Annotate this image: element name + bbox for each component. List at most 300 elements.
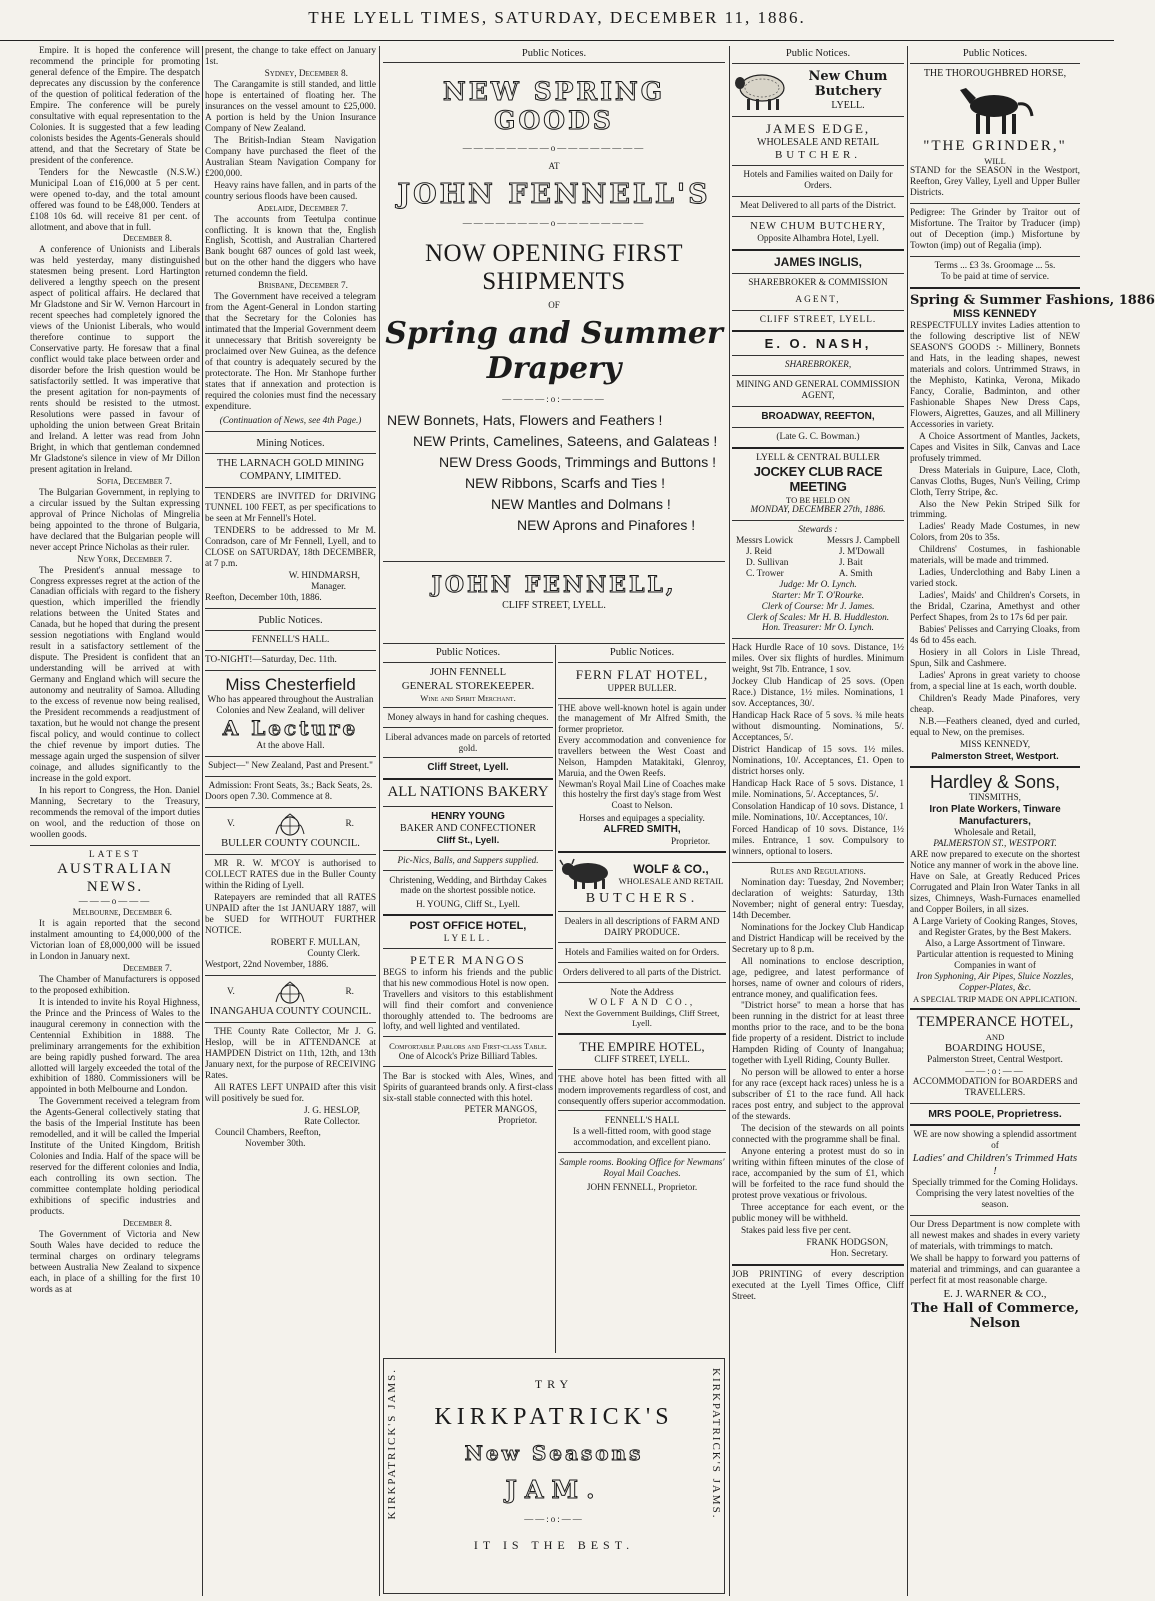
product-line: Also the New Pekin Striped Silk for trimming. — [910, 499, 1080, 521]
product-name: JAM. — [505, 1475, 603, 1504]
ornament: ——:o:—— — [524, 1514, 584, 1524]
divider — [910, 1008, 1080, 1010]
business-type: SHAREBROKER & COMMISSION — [748, 277, 888, 288]
side-banner-right: KIRKPATRICK'S JAMS. — [710, 1368, 722, 1520]
ornament: ——:o:—— — [965, 1066, 1025, 1077]
divider — [205, 776, 376, 777]
royal-coat-of-arms-icon — [273, 980, 307, 1006]
stewards-heading: Stewards : — [798, 524, 838, 535]
public-notices-heading: Public Notices. — [910, 46, 1080, 64]
divider — [205, 650, 376, 651]
news-paragraph: The Government received a telegram from the Agents-General collectively stating that the basis of the Imperial Institute has been remodelled, and it will be called the Imperial Institute of the United Kingdom, British Colonies and India. Half of the space will be reserved for the different colonies and India, each controlling its own section. The committee contemplate holding periodical exhibitions of specific industries and products. — [30, 1097, 200, 1218]
divider — [558, 851, 726, 853]
notice-text: MR R. W. M'COY is authorised to COLLECT RATES due in the Buller County within the Riding of Lyell. — [205, 858, 376, 891]
divider — [205, 431, 376, 432]
divider — [910, 1103, 1080, 1104]
divider — [383, 850, 553, 851]
rules-heading: Rules and Regulations. — [770, 866, 866, 877]
signature-title: Manager. — [311, 581, 346, 592]
event-date: MONDAY, DECEMBER 27th, 1886. — [750, 504, 886, 515]
company-name: THE LARNACH GOLD MINING COMPANY, LIMITED. — [216, 458, 365, 482]
lecture-title: A Lecture — [222, 716, 359, 741]
notice-text: TENDERS to be addressed to Mr M. Conradson, care of Mr Fennell, Lyell, and to CLOSE on SATURDAY, 18th DECEMBER, at 7 p.m. — [205, 525, 376, 569]
ad-text: To be paid at time of service. — [940, 271, 1050, 282]
product-line: Ladies, Underclothing and Baby Linen a varied stock. — [910, 568, 1080, 590]
business-type: MINING AND GENERAL COMMISSION AGENT, — [736, 380, 900, 402]
news-paragraph: The President's annual message to Congress expresses regret at the action of the Canadian officials with regard to the fishery question, which imperilled the friendly relations between the United States and Canada, but he hoped that during the present session negotiations with England would result in a satisfactory settlement of the dispute. The President is confident that an understanding will be arrived at with Germany and England which will secure the autonomy and neutrality of Samoa. Alluding to the excess of revenue now being realised, the President recommends a readjustment of taxation, but he would not change the present fiscal policy, and would continue to collect the chief revenue by import duties. The message again urged the suspension of silver coinage, and alludes significantly to the increase in the gold export. — [30, 565, 200, 784]
hotel-name: BOARDING HOUSE, — [944, 1042, 1046, 1055]
ad-text: A Large Variety of Cooking Ranges, Stoves, and Register Grates, by the Best Makers. Also, a Large Assortment of Tinware. Particular attention is requested to Mining Companies in want of — [912, 917, 1078, 972]
business-subtype: Wine and Spirit Merchant. — [420, 692, 516, 703]
product-line: Dress Materials in Guipure, Lace, Cloth, Canvas Cloths, Buges, Nun's Veiling, Crimp Cloth, Terry Stripe, &c. — [910, 465, 1080, 498]
rule-text: Anyone entering a protest must do so in writing within fifteen minutes of the close of race, accompanied by the sum of £1, which will be forfeited to the race fund should the protest prove vexatious or frivolous. — [732, 1147, 904, 1201]
divider — [558, 1069, 726, 1070]
hotel-name: TEMPERANCE HOTEL, — [916, 1014, 1074, 1031]
notice-date: November 30th. — [245, 1138, 306, 1149]
divider — [732, 355, 904, 356]
ad-text: Have on Sale, at Greatly Reduced Prices Corrugated and Plain Iron Water Tanks in all sizes, Chimneys, Wash-Furnaces enamelled and Copper Boilers, in all sizes. — [910, 872, 1080, 916]
divider — [558, 962, 726, 963]
proprietor-name: MRS POOLE, Proprietress. — [928, 1107, 1062, 1120]
vr-letter: V. — [227, 819, 235, 830]
divider — [732, 520, 904, 521]
business-name: WOLF & CO., — [633, 861, 709, 876]
official: Starter: Mr T. O'Rourke. — [772, 590, 864, 601]
business-type-heading: BUTCHER. — [774, 148, 862, 161]
news-paragraph: It is again reported that the second instalment amounting to £4,000,000 of the Victorian loan of £8,000,000 will be issued in London in January next. — [30, 918, 200, 962]
ad-heading: THE THOROUGHBRED HORSE, — [923, 68, 1067, 80]
admission-prices: Admission: Front Seats, 3s.; Back Seats, 2s. — [208, 780, 373, 791]
speaker-name: Miss Chesterfield — [225, 675, 356, 695]
dateline: December 8. — [122, 1219, 172, 1230]
notice-date: Westport, 22nd November, 1886. — [205, 959, 329, 970]
news-paragraph: present, the change to take effect on January 1st. — [205, 46, 376, 67]
ornament: ————————o———————— — [462, 143, 646, 153]
business-type: Iron Plate Workers, Tinware Manufacturers, — [929, 804, 1061, 827]
divider — [383, 757, 553, 758]
news-paragraph: Tenders for the Newcastle (N.S.W.) Municipal Loan of £16,000 at 5 per cent. were opened to-day, and the total amount offered was found to be £48,000. Tenders at £108 10s 6d. will receive 81 per cent. of allotment, and above that in full. — [30, 167, 200, 233]
ad-text: Comfortable Parlors and First-class Table. — [389, 1041, 547, 1052]
ad-connector: AND — [985, 1031, 1005, 1042]
event-title: JOCKEY CLUB RACE MEETING — [753, 463, 883, 495]
advertiser-name: HENRY YOUNG — [431, 810, 505, 822]
ad-text: Hotels and Families waited on for Orders. — [564, 946, 720, 957]
store-name-footer: JOHN FENNELL, — [431, 572, 677, 598]
business-type: GENERAL STOREKEEPER. — [401, 679, 535, 692]
divider — [910, 287, 1080, 289]
ad-text: Sample rooms. Booking Office for Newmans' Royal Mail Coaches. — [559, 1156, 725, 1178]
divider — [910, 256, 1080, 257]
ad-text: Every accommodation and convenience for travellers between the West Coast and Nelson, Hampden Matakitaki, Glenroy, Maruia, and the Owen Reefs. — [558, 735, 726, 778]
ad-text: JOB PRINTING of every description executed at the Lyell Times Office, Cliff Street. — [732, 1269, 904, 1302]
ad-note: (Late G. C. Bowman.) — [776, 431, 860, 442]
business-type: Wholesale and Retail, — [954, 827, 1036, 838]
product-line: Ladies' Aprons in great variety to choose from, a special line at 1s each, worth double. — [910, 671, 1080, 693]
store-name: JOHN FENNELL'S — [397, 179, 711, 210]
column-divider — [379, 46, 380, 1596]
business-type: TINSMITHS, — [969, 793, 1021, 804]
notice-text: TENDERS are INVITED for DRIVING TUNNEL 100 FEET, as per specifications to be seen at Mr Fennell's Hotel. — [205, 492, 376, 524]
hotel-location: UPPER BULLER. — [607, 682, 677, 693]
business-type: BAKER AND CONFECTIONER — [399, 822, 537, 834]
steward: Messrs Lowick — [736, 535, 794, 546]
business-type: WHOLESALE AND RETAIL — [618, 875, 724, 886]
notice-text: All RATES LEFT UNPAID after this visit will positively be sued for. — [205, 1082, 376, 1104]
divider — [558, 1152, 726, 1153]
ad-text: Dealers in all descriptions of FARM AND DAIRY PRODUCE. — [564, 916, 720, 938]
product-line: NEW Dress Goods, Trimmings and Buttons ! — [439, 454, 716, 470]
race-entry: Forced Handicap of 10 sovs. Distance, 1½ miles. Entrance, 1 sov. Compulsory to winners, optional to losers. — [732, 824, 904, 857]
signature: JOHN FENNELL, Proprietor. — [586, 1181, 698, 1192]
steward: J. Bait — [838, 557, 863, 568]
ad-text: One of Alcock's Prize Billiard Tables. — [398, 1051, 538, 1062]
divider — [732, 310, 904, 311]
divider — [383, 727, 553, 728]
ornament: ————:o:———— — [502, 394, 606, 404]
divider — [732, 638, 904, 639]
ad-slogan: IT IS THE BEST. — [473, 1538, 635, 1552]
news-paragraph: A conference of Unionists and Liberals was held yesterday, many distinguished statesmen being present. Lord Hartington delivered a lengthy speech on the present aspect of political affairs. He declared that Mr Gladstone and Sir W. Vernon Harcourt in recent speeches had completely ignored the views of the Unionist Liberals, who would therefore continue to support the Conservative party. He foresaw that a final conflict would take place between order and disorder before the Irish question would be satisfactorily settled. It was imperative that the present agitation for non-payments of rents should be resisted to the utmost. Resolutions were passed in favour of upholding the union between Great Britain and Ireland. A letter was read from John Bright, in which that gentleman condemned Mr Gladstone's silence in view of Mr Dillon present agitation in Ireland. — [30, 245, 200, 475]
business-type: WHOLESALE AND RETAIL — [757, 136, 879, 148]
signature: J. G. HESLOP, — [303, 1105, 360, 1116]
official: Clerk of Course: Mr J. James. — [761, 601, 875, 612]
mining-notices-heading: Mining Notices. — [205, 436, 376, 454]
divider — [205, 1022, 376, 1023]
divider — [732, 165, 904, 166]
ad-text: WE are now showing a splendid assortment of — [913, 1129, 1077, 1151]
kirkpatricks-jam-ad — [383, 1358, 725, 1594]
signature: MISS KENNEDY, — [959, 739, 1031, 750]
business-type: AGENT, — [795, 294, 841, 305]
signature: ROBERT F. MULLAN, — [270, 937, 360, 948]
race-entry: Hack Hurdle Race of 10 sovs. Distance, 1½ miles. Over six flights of hurdles. Minimum weight, 9st 7lb. Entrance, 1 sov. — [732, 643, 904, 676]
ad-text: Money always in hand for cashing cheques. — [387, 711, 549, 722]
dateline: Sydney, December 8. — [264, 68, 348, 79]
public-notices-heading: Public Notices. — [383, 46, 725, 63]
ad-text: Specially trimmed for the Coming Holidays. — [912, 1177, 1078, 1188]
news-column-2 — [205, 46, 376, 1596]
butchery-header — [732, 68, 904, 112]
news-paragraph: It is intended to invite his Royal Highness, the Prince and the Princess of Wales to the inaugural ceremony in connection with the Centennial Exhibition in 1888. The preliminary arrangements for the exhibition are being rapidly pushed forward. The area allotted will largely exceeded the total of the exhibition of 1880. Commissioners will be appointed in both Melbourne and London. — [30, 997, 200, 1096]
product-line: NEW Ribbons, Scarfs and Ties ! — [465, 475, 665, 491]
product-line: Childrens' Costumes, in fashionable materials, will be made and trimmed. — [910, 545, 1080, 567]
ad-address: Cliff Street, Lyell. — [427, 762, 509, 774]
ad-text: A SPECIAL TRIP MADE ON APPLICATION. — [913, 994, 1077, 1005]
ad-text: Travellers and visitors to this establishment will find their comfort and convenience thoroughly attended to. The bedrooms are lofty, and well lighted and ventilated. — [383, 988, 553, 1032]
divider — [205, 487, 376, 488]
public-notices-heading: Public Notices. — [383, 645, 553, 663]
dateline: December 7. — [122, 963, 172, 974]
lecture-subject: Subject—" New Zealand, Past and Present." — [208, 760, 373, 771]
signature: FRANK HODGSON, — [806, 1237, 888, 1248]
divider — [383, 707, 553, 708]
divider — [205, 975, 376, 976]
now-opening-heading: NOW OPENING FIRST SHIPMENTS — [424, 240, 684, 295]
notice-date: Reefton, December 10th, 1886. — [205, 592, 322, 603]
signature: W. HINDMARSH, — [288, 570, 360, 581]
ad-text: Meat Delivered to all parts of the District. — [740, 201, 896, 212]
ad-text: Christening, Wedding, and Birthday Cakes made on the shortest possible notice. — [389, 874, 547, 896]
official: Clerk of Scales: Mr H. B. Huddleston. — [746, 612, 890, 623]
ad-heading: Spring & Summer Fashions, 1886 — [910, 292, 1155, 308]
divider — [558, 698, 726, 699]
ad-connector: AT — [548, 161, 560, 171]
ad-text: ACCOMMODATION for BOARDERS and TRAVELLERS. — [912, 1076, 1078, 1098]
ad-text: We shall be happy to forward you patterns of material and trimmings, and can guarantee a perfect fit at most reasonable charge. — [910, 1253, 1080, 1286]
product-line: Ladies' Ready Made Costumes, in new Colors, from 20s to 35s. — [910, 522, 1080, 544]
divider — [383, 806, 553, 807]
notice-text: Ratepayers are reminded that all RATES UNPAID after the 1st JANUARY 1887, will be SUED for WITHOUT FURTHER NOTICE. — [205, 892, 376, 936]
race-entry: District Handicap of 15 sovs. 1½ miles. Nominations, 10/. Acceptances, £1. Open to district horses only. — [732, 745, 904, 778]
dateline: Sofia, December 7. — [96, 476, 172, 487]
divider — [732, 273, 904, 274]
business-type: SHAREBROKER, — [784, 360, 852, 371]
divider — [383, 948, 553, 949]
ad-text: Terms ... £3 3s. Groomage ... 5s. — [934, 260, 1056, 271]
john-fennell-drapery-ad — [383, 46, 725, 644]
product-line: Hosiery in all Colors in Lisle Thread, Spun, Silk and Cashmere. — [910, 648, 1080, 670]
hotel-name: POST OFFICE HOTEL, — [409, 920, 527, 933]
ad-text: Comprising the very latest novelties of the season. — [915, 1188, 1074, 1210]
section-kicker: LATEST — [88, 849, 142, 860]
signature-title: Proprietor. — [670, 835, 710, 846]
store-address: CLIFF STREET, LYELL. — [502, 600, 606, 611]
divider — [732, 447, 904, 449]
rule-text: The decision of the stewards on all points connected with the programme shall be final. — [732, 1124, 904, 1146]
news-paragraph: The Bulgarian Government, in replying to a circular issued by the Sultan expressing approval of Prince Nicholas of Mingrelia being appointed to the throne of Bulgaria, have declared that the Bulgarian people will never accept Prince Nicholas as their ruler. — [30, 487, 200, 553]
ad-heading: Ladies' and Children's Trimmed Hats ! — [912, 1151, 1078, 1177]
column-divider — [555, 645, 556, 1353]
divider — [910, 203, 1080, 204]
council-name: BULLER COUNTY COUNCIL. — [221, 837, 360, 849]
steward: J. M'Dowall — [838, 546, 885, 557]
signature-title: County Clerk. — [307, 948, 360, 959]
ornament: ———o——— — [78, 896, 152, 907]
race-entry: Jockey Club Handicap of 25 sovs. (Open Race.) Distance, 1½ miles. Nominations, 1 sov. Acceptances, 30/. — [732, 677, 904, 710]
divider — [558, 982, 726, 983]
ad-address: CLIFF STREET, LYELL. — [759, 314, 877, 325]
divider — [732, 249, 904, 251]
divider — [732, 427, 904, 428]
side-banner-left: KIRKPATRICK'S JAMS. — [386, 1368, 398, 1520]
signature-title: Hon. Secretary. — [830, 1248, 888, 1259]
venue-note: At the above Hall. — [256, 740, 325, 751]
vr-letter: V. — [227, 987, 235, 998]
ad-address: Cliff St., Lyell. — [436, 834, 500, 846]
rule-text: Nominations for the Jockey Club Handicap and District Handicap will be received by the Secretary up to 8 p.m. — [732, 922, 904, 955]
ad-connector: WILL — [984, 155, 1006, 166]
event-date: TO-NIGHT!—Saturday, Dec. 11th. — [205, 655, 337, 666]
hotel-name: FERN FLAT HOTEL, — [575, 667, 709, 683]
divider — [558, 1033, 726, 1035]
signature: H. YOUNG, Cliff St., Lyell. — [416, 899, 520, 910]
news-paragraph: The British-Indian Steam Navigation Company have purchased the fleet of the Australian Steam Navigation Company for £200,000. — [205, 135, 376, 179]
rule-text: "District horse" to mean a horse that has been running in the district for at least three months prior to the race, and to be the bona fide property of a resident. District to include Hampden Riding of County of Inangahua; together with Lyell Riding, County Buller. — [732, 1001, 904, 1067]
ornament: ————————o———————— — [462, 218, 646, 228]
divider — [910, 1124, 1080, 1126]
divider — [732, 862, 904, 863]
business-location: LYELL. — [831, 99, 865, 111]
divider — [205, 756, 376, 757]
divider — [383, 1066, 553, 1067]
divider — [383, 914, 553, 916]
divider — [910, 1215, 1080, 1216]
notices-column-5 — [732, 46, 904, 1596]
news-paragraph: Heavy rains have fallen, and in parts of the country serious floods have been caused. — [205, 180, 376, 202]
divider — [732, 330, 904, 332]
race-entry: Consolation Handicap of 10 sovs. Distance, 1 mile. Nominations, 10/. Acceptances, 10/. — [732, 802, 904, 823]
hotel-location: LYELL. — [443, 933, 493, 944]
ad-text: BEGS to inform his friends and the public that his new commodious Hotel is now open. — [383, 967, 553, 988]
door-times: Doors open 7.30. Commence at 8. — [205, 791, 333, 802]
ad-address: Palmerston Street, Westport. — [931, 750, 1059, 761]
divider — [205, 854, 376, 855]
news-paragraph: Empire. It is hoped the conference will recommend the principle for promoting general defence of the Empire. The despatch deprecates any discussion by the conference of the question of political federation of the Empire. The conference will be purely consultative with equal representation to the Colonies. It is suggested that a few leading colonists besides the Agents-Generals should attend, and that the Secretary of State be president of the conference. — [30, 46, 200, 166]
divider — [205, 608, 376, 609]
ad-connector: OF — [548, 300, 560, 310]
advertiser-name: JAMES INGLIS, — [773, 254, 862, 269]
news-paragraph: The Chamber of Manufacturers is opposed to the proposed exhibition. — [30, 974, 200, 996]
public-notices-heading: Public Notices. — [558, 645, 726, 663]
divider — [732, 406, 904, 407]
ad-address: Palmerston Street, Central Westport. — [927, 1055, 1063, 1066]
proprietor-name: PETER MANGOS — [410, 952, 526, 967]
ad-text: Horses and equipages a speciality. — [579, 813, 705, 824]
divider — [205, 807, 376, 808]
bakery-name: ALL NATIONS BAKERY — [387, 784, 549, 801]
product-line: NEW Bonnets, Hats, Flowers and Feathers ! — [387, 412, 663, 428]
official: Judge: Mr O. Lynch. — [779, 579, 857, 590]
divider — [205, 670, 376, 671]
ad-text: Pic-Nics, Balls, and Suppers supplied. — [397, 854, 539, 865]
ad-text: Hotels and Families waited on Daily for Orders. — [743, 170, 893, 192]
ad-address: PALMERSTON ST., WESTPORT. — [933, 838, 1057, 849]
divider — [383, 778, 553, 780]
notices-column-6 — [910, 46, 1155, 1596]
news-paragraph: The Government have received a telegram from the Agent-General in London starting that the Secretary for the Colonies has intimated that the Imperial Government deem it unnecessary that British sovereignty be proclaimed over New Guinea, as the defence of that country is adequately secured by the protectorate. The Hon. Mr Stanhope further states that if annexation and protection is required the colonies must find the necessary expenditure. — [205, 292, 376, 412]
product-line: A Choice Assortment of Mantles, Jackets, Capes and Visites in Silk, Canvas and Lace profusely trimmed. — [910, 431, 1080, 464]
ad-text: The Bar is stocked with Ales, Wines, and Spirits of guaranteed brands only. A first-class six-stall stable connected with this hotel. — [383, 1071, 553, 1104]
signature: PETER MANGOS, — [464, 1103, 537, 1114]
ad-address: The Hall of Commerce, Nelson — [910, 1300, 1080, 1331]
product-line: Ladies', Maids' and Children's Corsets, in the Bridal, Czarina, Amethyst and other Perfect Shapes, from 2s to 17s 6d per pair. — [910, 591, 1080, 624]
event-note: TO BE HELD ON — [785, 494, 851, 505]
sheep-icon — [732, 68, 792, 112]
rule-text: Stakes paid less five per cent. — [741, 1225, 851, 1236]
public-notices-heading: Public Notices. — [732, 46, 904, 64]
steward: Messrs J. Campbell — [826, 535, 900, 546]
steward: C. Trower — [746, 568, 784, 579]
product-line: NEW Prints, Camelines, Sateens, and Galateas ! — [413, 433, 718, 449]
vr-letter: R. — [345, 987, 354, 998]
steward: D. Sullivan — [746, 557, 789, 568]
brand-name: KIRKPATRICK'S — [434, 1404, 674, 1430]
royal-arms-row — [205, 980, 376, 1006]
ad-text: Is a well-fitted room, with good stage accommodation, and excellent piano. — [572, 1126, 712, 1148]
vr-letter: R. — [345, 819, 354, 830]
divider — [383, 561, 725, 562]
ad-address: Next the Government Buildings, Cliff Street, Lyell. — [564, 1008, 720, 1029]
club-name: LYELL & CENTRAL BULLER — [756, 452, 880, 463]
dateline: Melbourne, December 6. — [72, 907, 172, 918]
business-name: New Chum Butchery — [808, 69, 888, 100]
stewards-list — [732, 536, 904, 580]
column-divider — [729, 46, 730, 1596]
business-name: WOLF AND CO., — [588, 997, 696, 1008]
divider — [383, 1036, 553, 1037]
venue-name: FENNELL'S HALL — [604, 1115, 680, 1126]
hotel-location: CLIFF STREET, LYELL. — [594, 1053, 690, 1064]
notice-text: THE County Rate Collector, Mr J. G. Heslop, will be in ATTENDANCE at HAMPDEN District on 11th, 12th, and 13th January next, for the purpose of RECEIVING Rates. — [205, 1026, 376, 1081]
ad-text: THE above well-known hotel is again under the management of Mr Alfred Smith, the former proprietor. — [558, 702, 726, 735]
business-name: NEW CHUM BUTCHERY, — [750, 221, 886, 233]
signature-title: Proprietor. — [497, 1114, 537, 1125]
news-paragraph: In his report to Congress, the Hon. Daniel Manning, Secretary to the Treasury, recommends the removal of the import duties on wool, and the reduction of those on woollen goods. — [30, 785, 200, 840]
steward: J. Reid — [746, 546, 772, 557]
news-column-1 — [30, 46, 200, 1596]
rule-text: Three acceptance for each event, or the public money will be withheld. — [732, 1202, 904, 1224]
dateline: New York, December 7. — [77, 554, 172, 565]
ad-text: ARE now prepared to execute on the shortest Notice any manner of work in the above line. — [910, 849, 1080, 871]
ad-headline: NEW SPRING GOODS — [442, 77, 666, 135]
race-entry: Handicap Hack Race of 5 sovs. Distance, 1 mile. Nominations, 5/. Acceptances, 5/. — [732, 779, 904, 801]
product-line: Babies' Pelisses and Carrying Cloaks, from 4s 6d to 45s each. — [910, 625, 1080, 647]
product-line: NEW Aprons and Pinafores ! — [517, 517, 696, 533]
news-paragraph: The accounts from Teetulpa continue conflicting. It is known that the, English English, Scottish, and Australian Chartered Bank bought 687 ounces of gold last week, but on the other hand the diggers who have returned condemn the field. — [205, 214, 376, 280]
ad-kicker: TRY — [534, 1377, 574, 1391]
ad-text: THE above hotel has been fitted with all modern improvements regardless of cost, and consequently offers superior accommodation. — [558, 1073, 726, 1106]
divider — [558, 1110, 726, 1111]
advertiser-name: JOHN FENNELL — [429, 667, 507, 679]
ad-text: Pedigree: The Grinder by Traitor out of Misfortune. The Traitor by Traducer (imp) out of Deception (imp.) Misfortune by Towton (imp) out of Regalia (imp). — [910, 207, 1080, 251]
royal-coat-of-arms-icon — [273, 812, 307, 838]
ad-text: Newman's Royal Mail Line of Coaches make this hostelry the first day's stage from West Coast to Nelson. — [558, 778, 726, 811]
speaker-description: Who has appeared throughout the Australian Colonies and New Zealand, will deliver — [207, 695, 374, 717]
signature-title: Rate Collector. — [304, 1116, 360, 1127]
divider — [732, 1264, 904, 1266]
divider — [910, 766, 1080, 768]
hotel-name: THE EMPIRE HOTEL, — [579, 1038, 705, 1054]
stewards-right — [827, 536, 900, 580]
divider — [558, 911, 726, 912]
advertiser-name: E. J. WARNER & CO., — [943, 1287, 1047, 1300]
horse-icon — [950, 82, 1040, 136]
horse-name: "THE GRINDER," — [923, 138, 1067, 155]
divider — [732, 116, 904, 117]
column-divider — [202, 46, 203, 1596]
masthead-rule — [0, 40, 1114, 41]
council-name: INANGAHUA COUNTY COUNCIL. — [209, 1005, 372, 1017]
advertiser-name: E. O. NASH, — [764, 335, 872, 351]
proprietor-name: ALFRED SMITH, — [603, 824, 681, 836]
notice-place: Council Chambers, Reefton, — [215, 1127, 321, 1138]
product-list — [910, 432, 1080, 739]
steward: A. Smith — [838, 568, 873, 579]
ad-address: BROADWAY, REEFTON, — [761, 411, 875, 423]
notices-subcolumn-1 — [383, 645, 553, 1353]
ad-text: Note the Address — [610, 986, 674, 997]
official: Hon. Treasurer: Mr O. Lynch. — [762, 623, 874, 634]
rule-text: No person will be allowed to enter a horse for any race (except hack races) unless he is a subscriber of £1 to the race fund. All hack races post entry, and subject to the approval of the stewards. — [732, 1068, 904, 1123]
ad-address: Opposite Alhambra Hotel, Lyell. — [757, 233, 879, 244]
wolf-header — [558, 857, 726, 891]
ad-text: STAND for the SEASON in the Westport, Reefton, Grey Valley, Lyell and Upper Buller Districts. — [910, 166, 1080, 198]
ad-text: Orders delivered to all parts of the District. — [562, 966, 722, 977]
rule-text: All nominations to enclose description, age, pedigree, and latest performance of horses, name of owner and colours of riders, entrance money, and qualification fees. — [732, 956, 904, 1000]
divider — [732, 375, 904, 376]
business-type-heading: BUTCHERS. — [585, 890, 699, 906]
stewards-left — [736, 536, 793, 580]
